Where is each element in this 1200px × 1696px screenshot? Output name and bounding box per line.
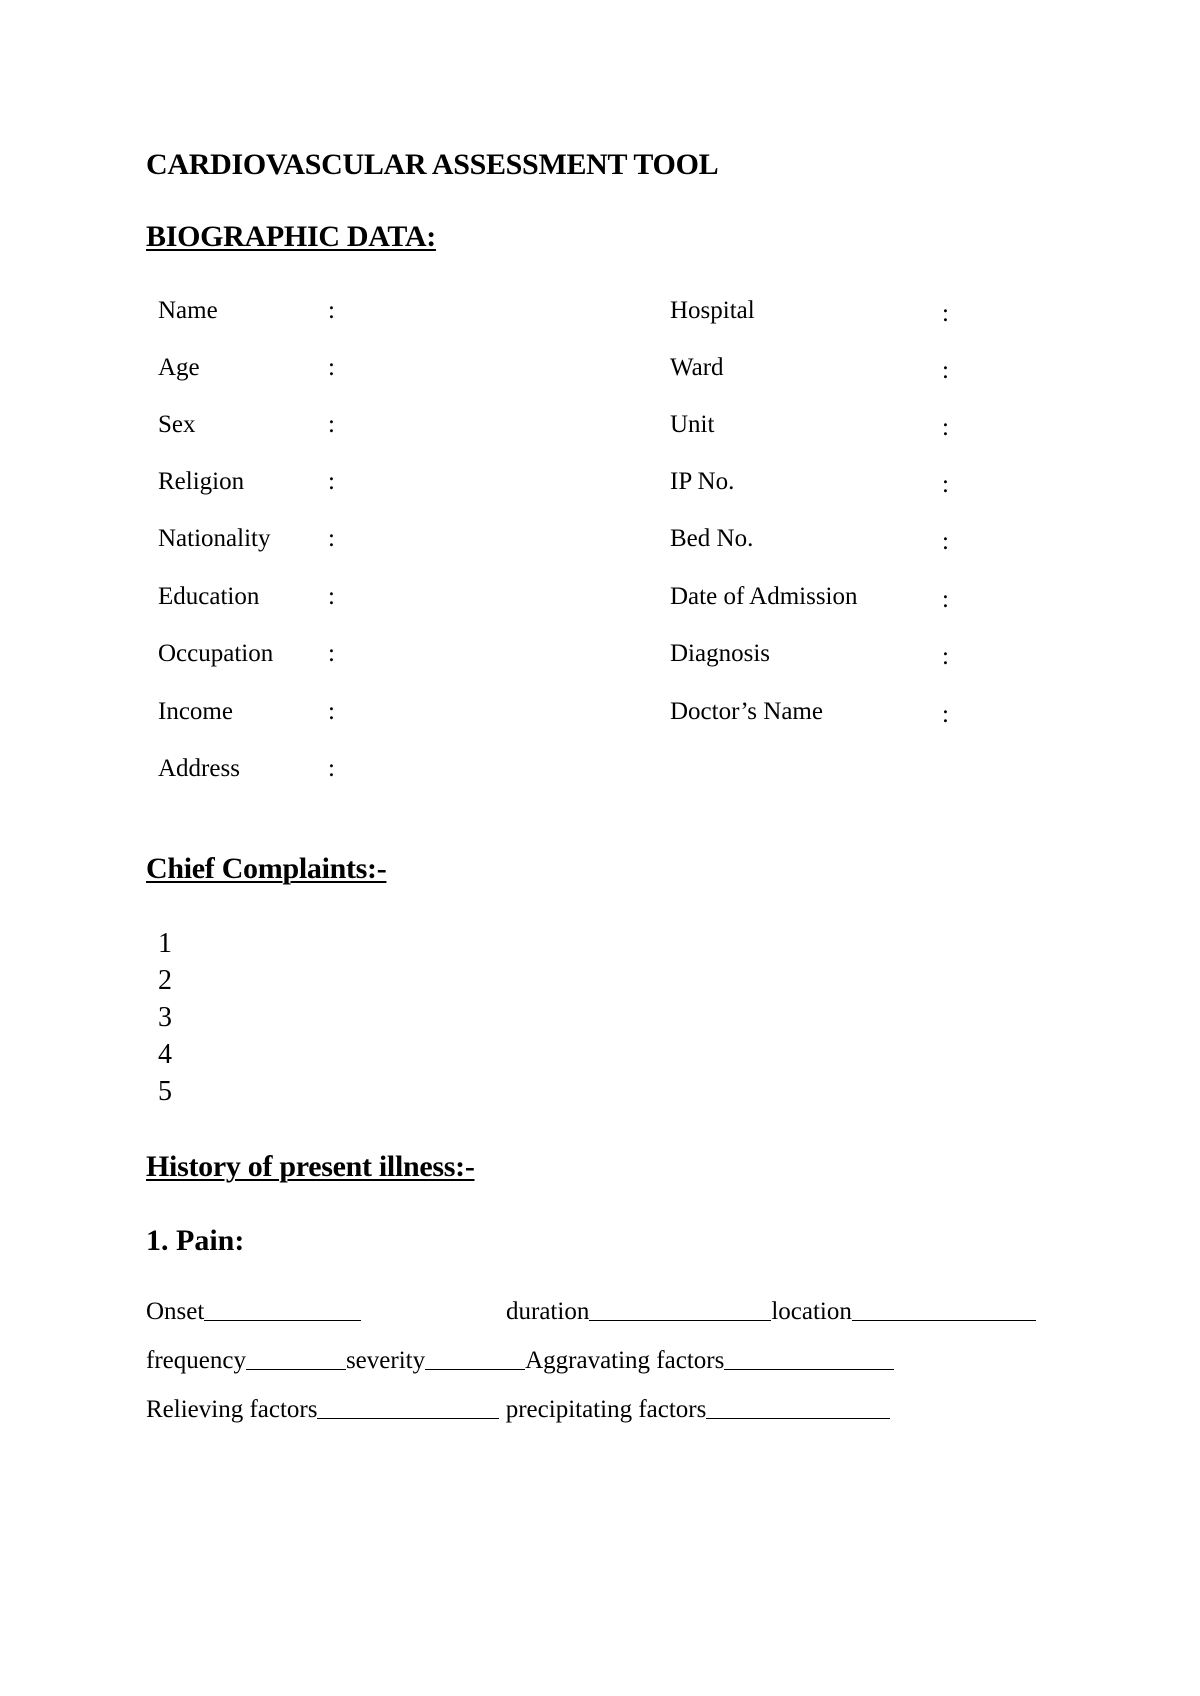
- chief-complaints-list: [158, 925, 172, 1110]
- duration-blank[interactable]: [589, 1298, 771, 1321]
- field-colon: :: [328, 354, 335, 381]
- list-item: 4: [158, 1039, 172, 1070]
- field-colon: :: [328, 525, 335, 552]
- biographic-data-heading: BIOGRAPHIC DATA:: [146, 220, 436, 253]
- field-colon: :: [328, 297, 335, 324]
- field-label: Education: [158, 583, 260, 610]
- field-colon: :: [328, 640, 335, 667]
- field-label: Bed No.: [670, 525, 754, 552]
- severity-label: severity: [345, 1347, 426, 1374]
- frequency-blank[interactable]: [246, 1347, 346, 1370]
- pain-onset: [146, 1298, 361, 1326]
- field-colon: :: [328, 583, 335, 610]
- field-label: Hospital: [670, 297, 755, 324]
- pain-heading: 1. Pain:: [146, 1224, 245, 1257]
- field-label: Age: [158, 354, 200, 381]
- precipitating-label: precipitating factors: [505, 1396, 707, 1423]
- field-label: Diagnosis: [670, 640, 770, 667]
- field-colon: :: [942, 643, 949, 670]
- frequency-label: frequency: [146, 1347, 246, 1374]
- field-label: Name: [158, 297, 218, 324]
- location-label: location: [771, 1298, 852, 1325]
- aggravating-blank[interactable]: [724, 1347, 894, 1370]
- field-colon: :: [942, 300, 949, 327]
- field-colon: :: [942, 586, 949, 613]
- list-item: 5: [158, 1076, 172, 1107]
- field-colon: :: [942, 414, 949, 441]
- field-colon: :: [328, 755, 335, 782]
- list-item: 1: [158, 928, 172, 959]
- field-colon: :: [942, 528, 949, 555]
- document-title: CARDIOVASCULAR ASSESSMENT TOOL: [146, 148, 719, 181]
- field-label: Doctor’s Name: [670, 698, 823, 725]
- field-label: Date of Admission: [670, 583, 858, 610]
- field-label: Ward: [670, 354, 724, 381]
- field-label: Religion: [158, 468, 245, 495]
- field-label: Occupation: [158, 640, 274, 667]
- field-label: Income: [158, 698, 233, 725]
- field-colon: :: [328, 411, 335, 438]
- severity-blank[interactable]: [425, 1347, 525, 1370]
- list-item: 3: [158, 1002, 172, 1033]
- onset-blank[interactable]: [204, 1298, 361, 1321]
- field-colon: :: [328, 698, 335, 725]
- precipitating-blank[interactable]: [706, 1396, 890, 1419]
- aggravating-label: Aggravating factors: [525, 1347, 725, 1374]
- pain-line-2: [146, 1347, 894, 1375]
- field-label: Sex: [158, 411, 196, 438]
- onset-label: Onset: [146, 1298, 205, 1325]
- field-colon: :: [942, 471, 949, 498]
- field-label: IP No.: [670, 468, 735, 495]
- duration-label: duration: [506, 1298, 590, 1325]
- field-label: Unit: [670, 411, 715, 438]
- field-label: Address: [158, 755, 240, 782]
- field-colon: :: [942, 701, 949, 728]
- pain-duration-location: [506, 1298, 1036, 1326]
- field-label: Nationality: [158, 525, 271, 552]
- chief-complaints-heading: Chief Complaints:-: [146, 852, 387, 885]
- pain-line-3: [146, 1396, 890, 1424]
- field-colon: :: [328, 468, 335, 495]
- history-heading: History of present illness:-: [146, 1150, 475, 1183]
- relieving-label: Relieving factors: [146, 1396, 318, 1423]
- field-colon: :: [942, 357, 949, 384]
- list-item: 2: [158, 965, 172, 996]
- relieving-blank[interactable]: [317, 1396, 499, 1419]
- location-blank[interactable]: [852, 1298, 1036, 1321]
